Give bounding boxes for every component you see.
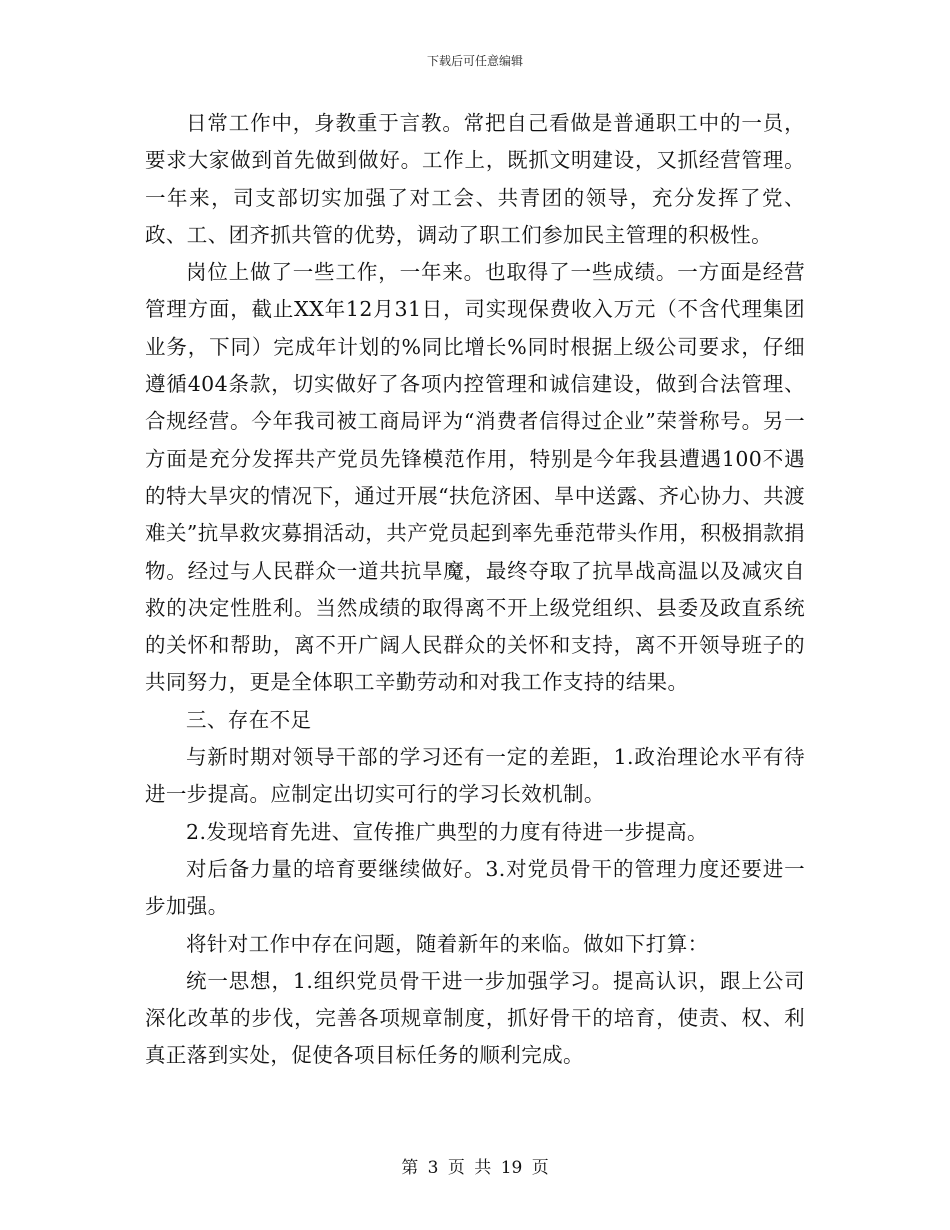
- paragraph-1: 日常工作中，身教重于言教。常把自己看做是普通职工中的一员，要求大家做到首先做到做好。工作上，既抓文明建设，又抓经营管理。一年来，司支部切实加强了对工会、共青团的领导，充分发挥了党、政、工、团齐抓共管的优势，调动了职工们参加民主管理的积极性。: [145, 111, 805, 247]
- page-header-note: 下载后可任意编辑: [426, 54, 523, 68]
- document-body: [145, 105, 805, 1075]
- paragraph-3: 与新时期对领导干部的学习还有一定的差距，1.政治理论水平有待进一步提高。应制定出切实可行的学习长效机制。: [145, 745, 805, 807]
- paragraph-4: 2.发现培育先进、宣传推广典型的力度有待进一步提高。: [186, 819, 708, 844]
- paragraph-6: 将针对工作中存在问题，随着新年的来临。做如下打算：: [186, 931, 709, 956]
- paragraph-7: 统一思想，1.组织党员骨干进一步加强学习。提高认识，跟上公司深化改革的步伐，完善各项规章制度，抓好骨干的培育，使责、权、利真正落到实处，促使各项目标任务的顺利完成。: [145, 968, 805, 1068]
- paragraph-2: 岗位上做了一些工作，一年来。也取得了一些成绩。一方面是经营管理方面，截止XX年12月31日，司实现保费收入万元（不含代理集团业务，下同）完成年计划的%同比增长%同时根据上级公司要求，仔细遵循404条款，切实做好了各项内控管理和诚信建设，做到合法管理、合规经营。今年我司被工商局评为“消费者信得过企业”荣誉称号。另一方面是充分发挥共产党员先锋模范作用，特别是今年我县遭遇100不遇的特大旱灾的情况下，通过开展“扶危济困、旱中送露、齐心协力、共渡难关”抗旱救灾募捐活动，共产党员起到率先垂范带头作用，积极捐款捐物。经过与人民群众一道共抗旱魔，最终夺取了抗旱战高温以及减灾自救的决定性胜利。当然成绩的取得离不开上级党组织、县委及政直系统的关怀和帮助，离不开广阔人民群众的关怀和支持，离不开领导班子的共同努力，更是全体职工辛勤劳动和对我工作支持的结果。: [145, 260, 805, 695]
- paragraph-5: 对后备力量的培育要继续做好。3.对党员骨干的管理力度还要进一步加强。: [145, 856, 805, 919]
- section-heading-shortcomings: 三、存在不足: [186, 707, 312, 732]
- page-number: 第 3 页 共 19 页: [401, 1158, 549, 1178]
